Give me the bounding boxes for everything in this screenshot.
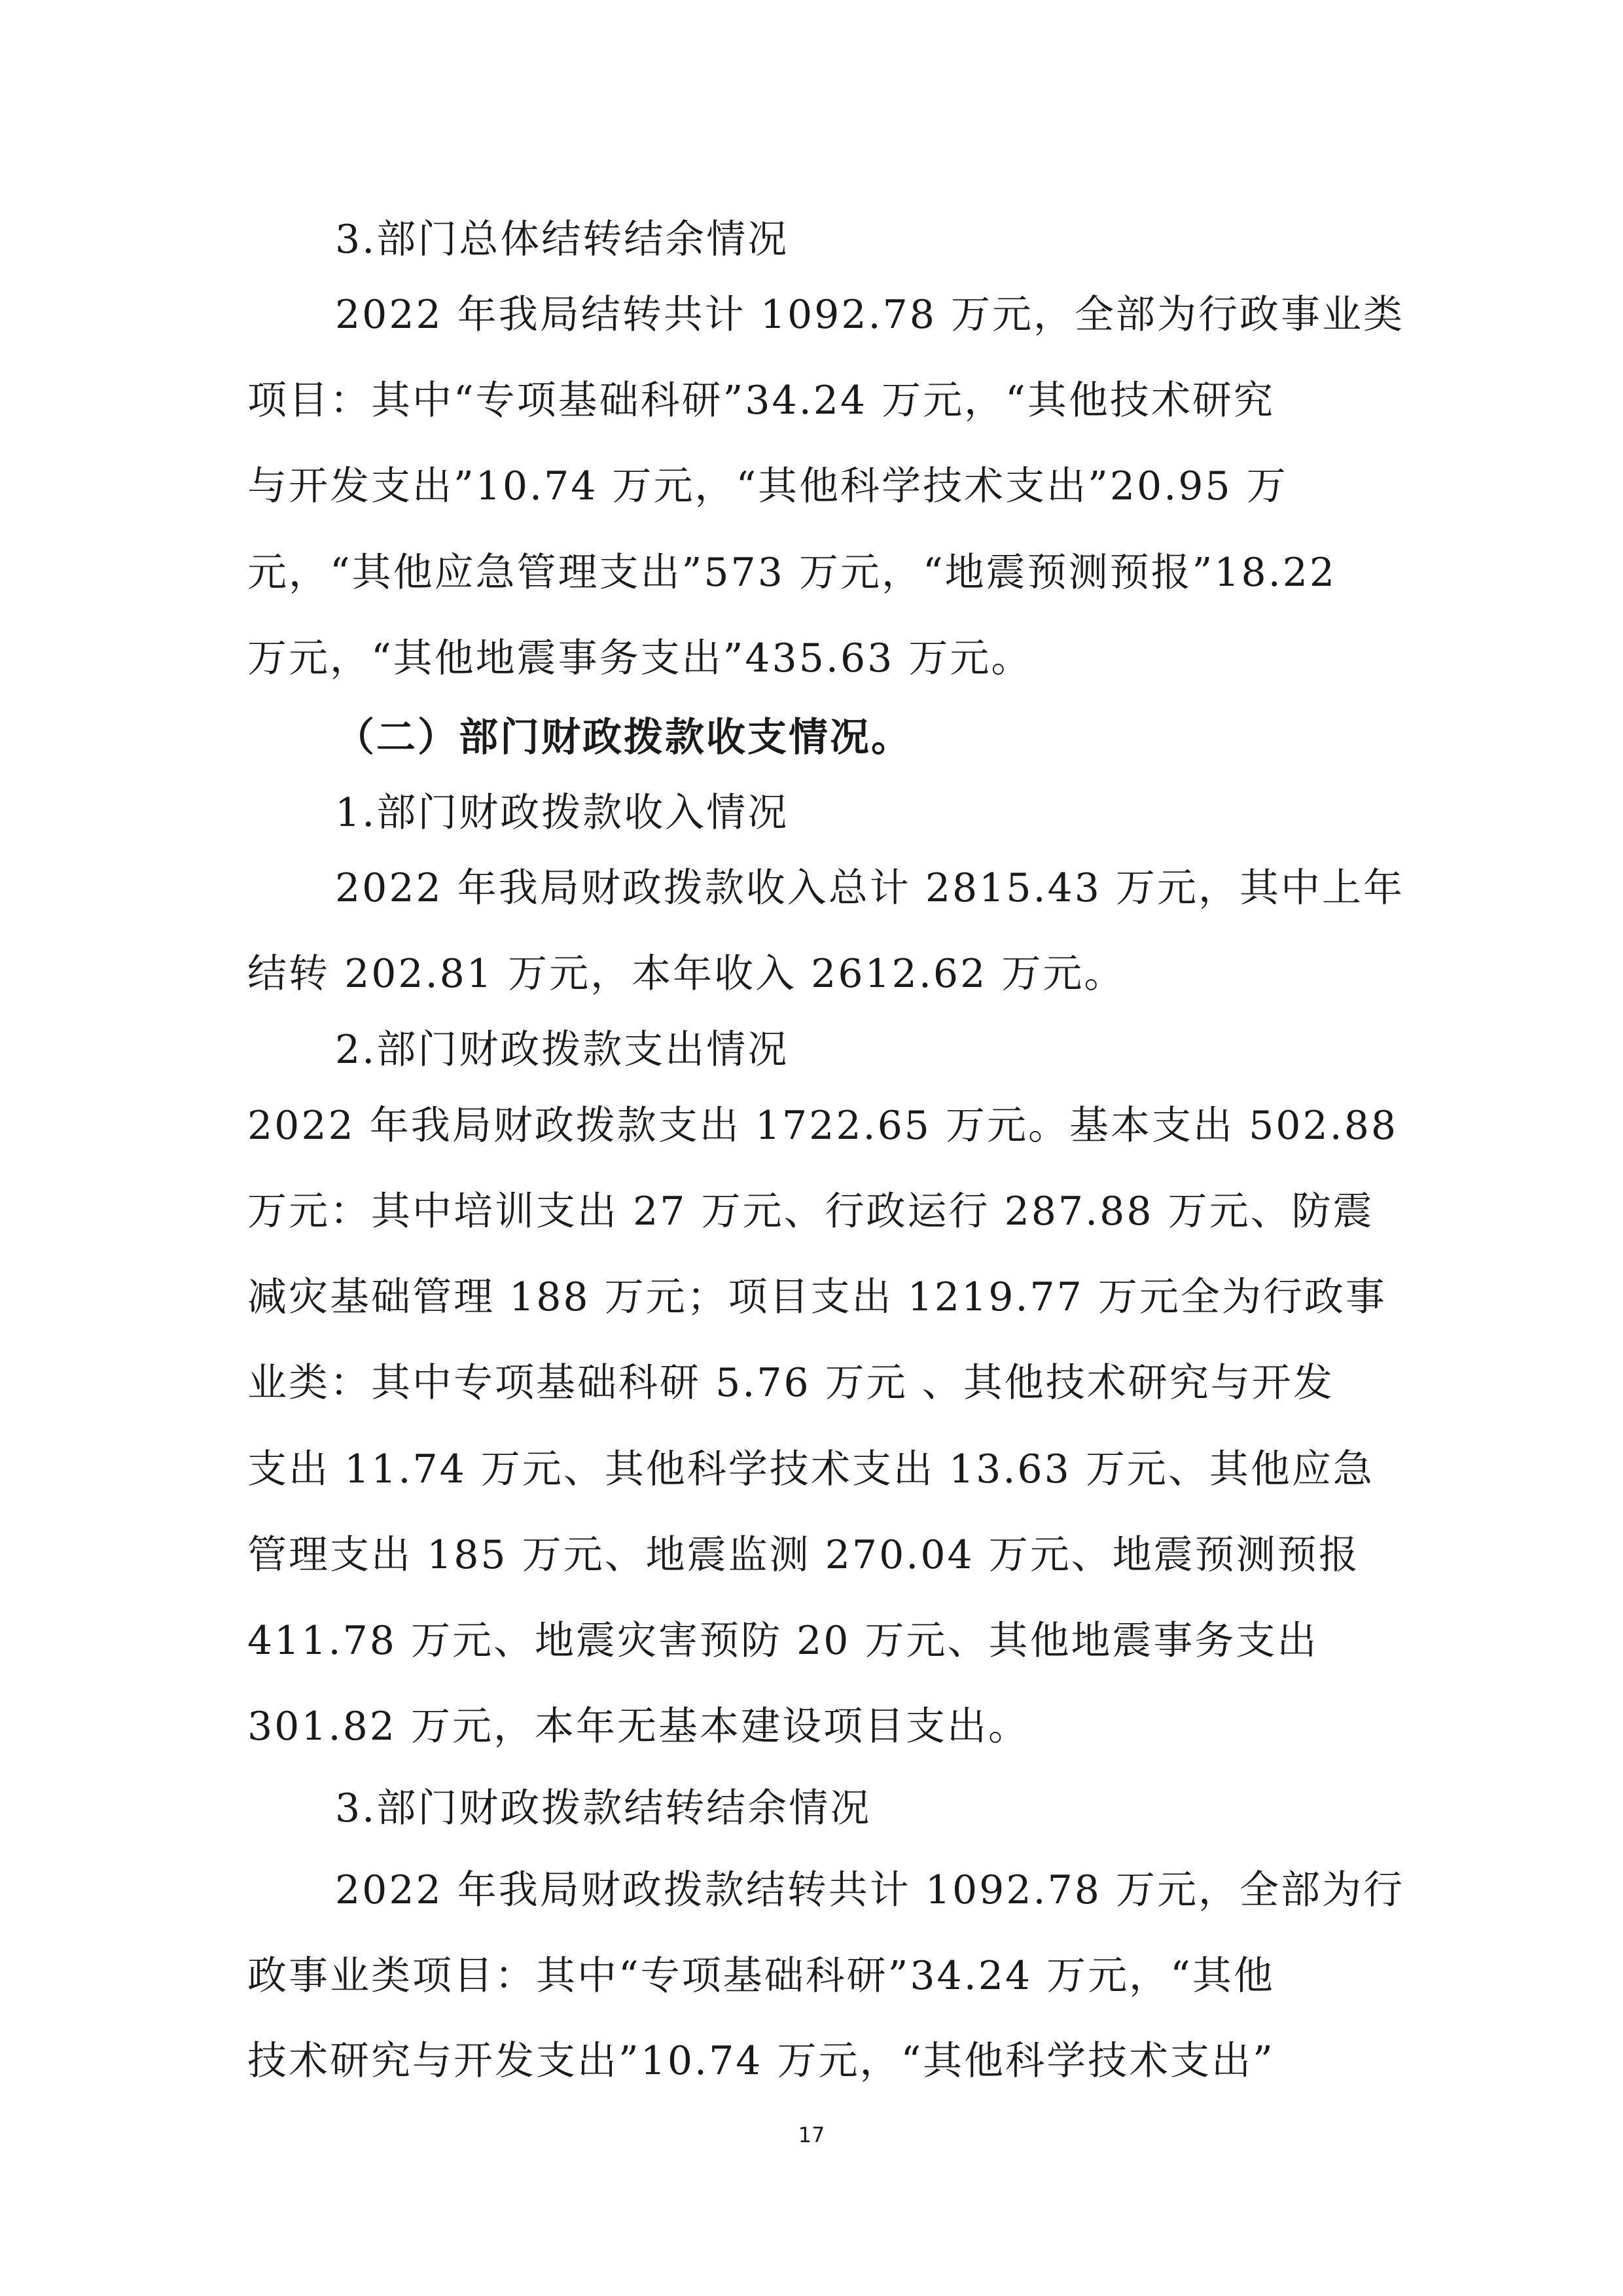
paragraph-line: 业类：其中专项基础科研 5.76 万元 、其他技术研究与开发 [247,1360,1334,1406]
paragraph-line: 管理支出 185 万元、地震监测 270.04 万元、地震预测预报 [247,1532,1360,1578]
paragraph-line: 2022 年我局结转共计 1092.78 万元，全部为行政事业类 [335,292,1405,338]
subsection-heading-appropriation-expenditure: 2.部门财政拨款支出情况 [335,1027,789,1073]
page-number: 17 [798,2123,825,2147]
paragraph-line: 减灾基础管理 188 万元；项目支出 1219.77 万元全为行政事 [247,1274,1387,1320]
paragraph-line: 2022 年我局财政拨款收入总计 2815.43 万元，其中上年 [335,865,1405,911]
paragraph-line: 政事业类项目：其中“专项基础科研”34.24 万元，“其他 [247,1953,1275,1999]
paragraph-line: 元，“其他应急管理支出”573 万元，“地震预测预报”18.22 [247,550,1337,596]
paragraph-line: 301.82 万元，本年无基本建设项目支出。 [247,1704,1030,1749]
subsection-heading-appropriation-carryover: 3.部门财政拨款结转结余情况 [335,1785,872,1831]
section-heading-fiscal-appropriation: （二）部门财政拨款收支情况。 [335,715,912,761]
paragraph-line: 2022 年我局财政拨款支出 1722.65 万元。基本支出 502.88 [247,1103,1399,1149]
paragraph-line: 与开发支出”10.74 万元，“其他科学技术支出”20.95 万 [247,463,1288,509]
paragraph-line: 结转 202.81 万元，本年收入 2612.62 万元。 [247,951,1126,997]
paragraph-line: 支出 11.74 万元、其他科学技术支出 13.63 万元、其他应急 [247,1446,1374,1492]
subsection-heading-appropriation-income: 1.部门财政拨款收入情况 [335,790,789,836]
paragraph-line: 技术研究与开发支出”10.74 万元，“其他科学技术支出” [247,2038,1275,2084]
paragraph-line: 2022 年我局财政拨款结转共计 1092.78 万元，全部为行 [335,1867,1405,1913]
paragraph-line: 411.78 万元、地震灾害预防 20 万元、其他地震事务支出 [247,1618,1319,1664]
paragraph-line: 万元，“其他地震事务支出”435.63 万元。 [247,636,1033,681]
subsection-heading-overall-carryover: 3.部门总体结转结余情况 [335,217,789,262]
paragraph-line: 万元：其中培训支出 27 万元、行政运行 287.88 万元、防震 [247,1189,1374,1234]
paragraph-line: 项目：其中“专项基础科研”34.24 万元，“其他技术研究 [247,378,1275,423]
